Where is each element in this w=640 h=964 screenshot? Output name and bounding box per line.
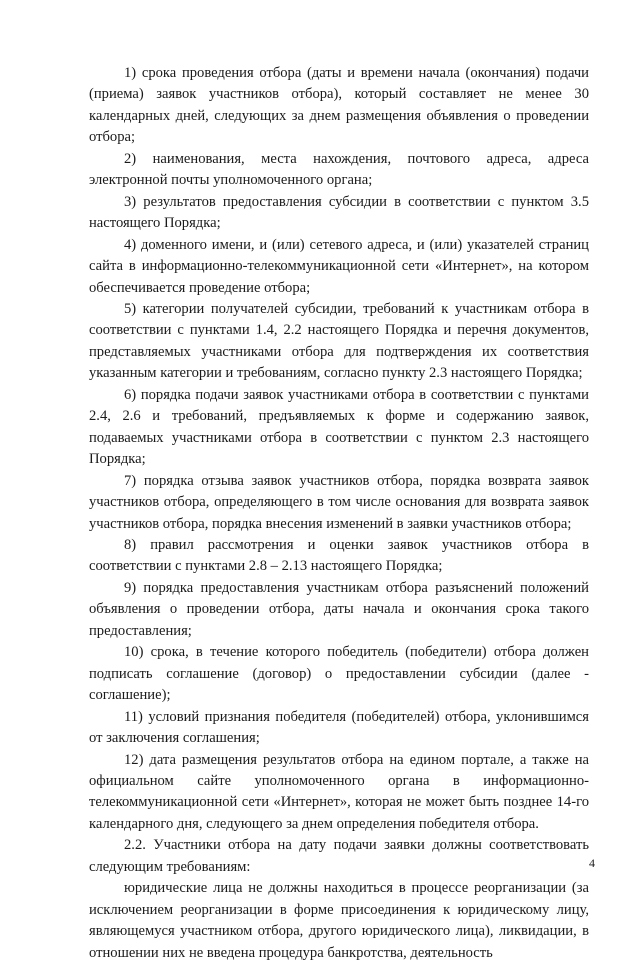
- document-body: [89, 63, 589, 964]
- paragraph-item-8: 8) правил рассмотрения и оценки заявок участников отбора в соответствии с пунктами 2.8 – 2.13 настоящего Порядка;: [89, 536, 589, 575]
- paragraph-item-10: 10) срока, в течение которого победитель (победители) отбора должен подписать соглашение (договор) о предоставлении субсидии (далее - соглашение);: [89, 644, 589, 704]
- paragraph-item-2: 2) наименования, места нахождения, почтового адреса, адреса электронной почты уполномоченного органа;: [89, 150, 589, 189]
- section-2-2-heading: 2.2. Участники отбора на дату подачи заявки должны соответствовать следующим требованиям:: [89, 837, 589, 875]
- requirement-legal-entities: юридические лица не должны находиться в процессе реорганизации (за исключением реорганизации в форме присоединения к юридическому лицу, являющемуся участником отбора, другого юридического лица), ликвидации, в отношении них не введена процедура банкротства, деятельность: [89, 880, 589, 961]
- paragraph-item-6: 6) порядка подачи заявок участниками отбора в соответствии с пунктами 2.4, 2.6 и требований, предъявляемых к форме и содержанию заявок, подаваемых участниками отбора в соответствии с пунктом 2.3 настоящего Порядка;: [89, 386, 589, 468]
- paragraph-item-12: 12) дата размещения результатов отбора на едином портале, а также на официальном сайте уполномоченного органа в информационно-телекоммуникационной сети «Интернет», которая не может быть позднее 14-го календарного дня, следующего за днем определения победителя отбора.: [89, 751, 589, 832]
- paragraph-item-3: 3) результатов предоставления субсидии в соответствии с пунктом 3.5 настоящего Порядка;: [89, 193, 589, 232]
- paragraph-item-5: 5) категории получателей субсидии, требований к участникам отбора в соответствии с пунктами 1.4, 2.2 настоящего Порядка и перечня документов, представляемых участниками отбора для подтверждения их соответствия указанным категории и требованиям, согласно пункту 2.3 настоящего Порядка;: [89, 300, 589, 382]
- paragraph-item-1: 1) срока проведения отбора (даты и времени начала (окончания) подачи (приема) заявок участников отбора), который составляет не менее 30 календарных дней, следующих за днем размещения объявления о проведении отбора;: [89, 65, 589, 146]
- paragraph-item-9: 9) порядка предоставления участникам отбора разъяснений положений объявления о проведении отбора, даты начала и окончания срока такого предоставления;: [89, 579, 589, 639]
- paragraph-item-11: 11) условий признания победителя (победителей) отбора, уклонившимся от заключения соглашения;: [89, 708, 589, 747]
- paragraph-item-4: 4) доменного имени, и (или) сетевого адреса, и (или) указателей страниц сайта в информационно-телекоммуникационной сети «Интернет», на котором обеспечивается проведение отбора;: [89, 236, 589, 296]
- page-number: 4: [589, 856, 595, 870]
- paragraph-item-7: 7) порядка отзыва заявок участников отбора, порядка возврата заявок участников отбора, определяющего в том числе основания для возврата заявок участников отбора, порядка внесения изменений в заявки участников отбора;: [89, 472, 589, 532]
